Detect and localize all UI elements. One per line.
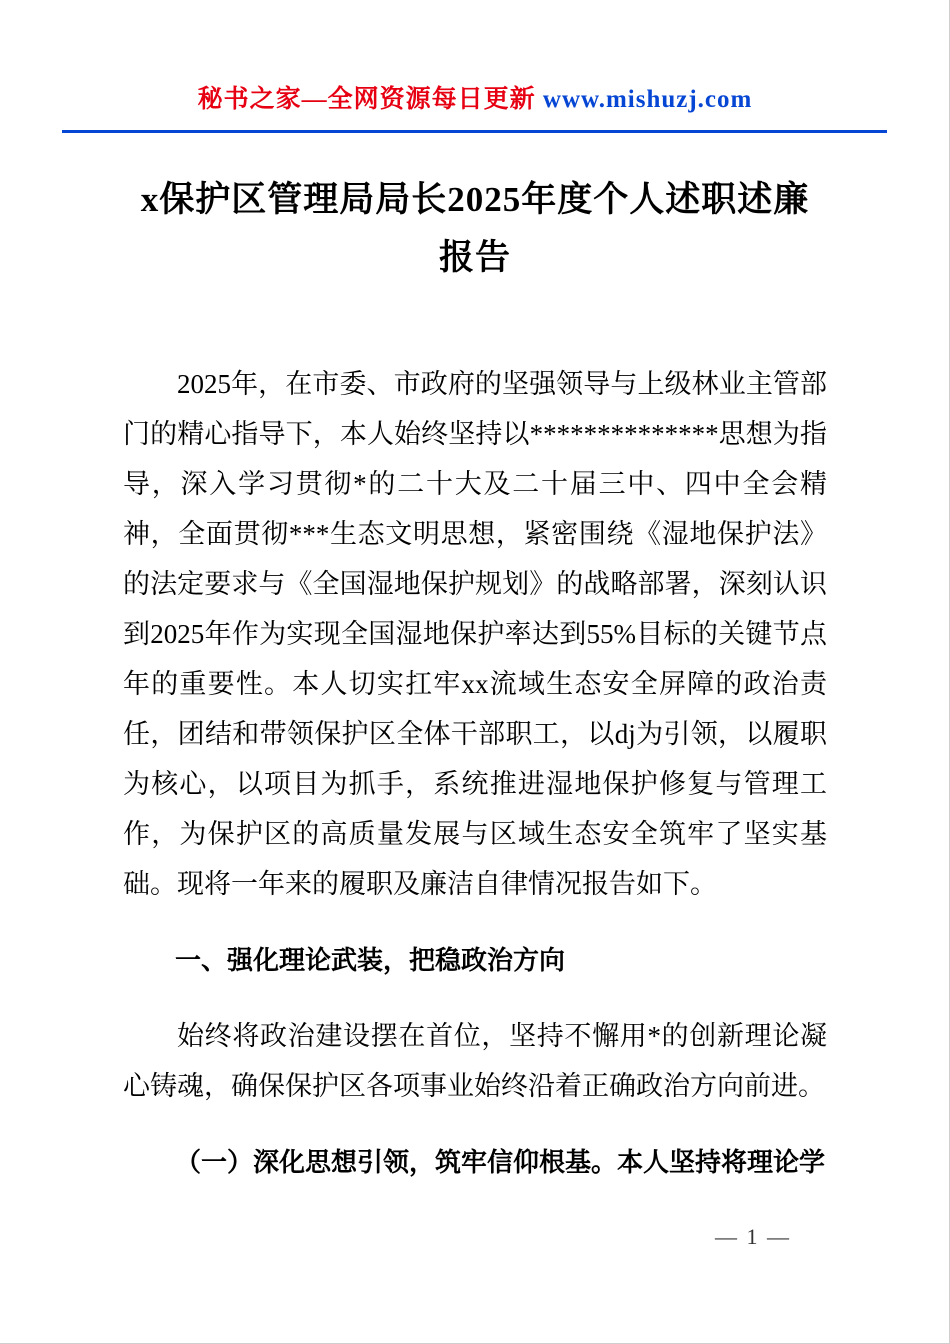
section-heading-1: 一、强化理论武装，把稳政治方向	[175, 945, 566, 975]
header-divider	[62, 130, 887, 133]
page-footer	[715, 1224, 791, 1250]
page-number: — 1 —	[715, 1224, 791, 1249]
title-line-2: 报告	[438, 238, 511, 277]
site-name: 秘书之家	[197, 86, 302, 113]
document-title	[123, 171, 827, 287]
site-tagline: —全网资源每日更新	[301, 86, 543, 113]
site-header	[123, 84, 827, 115]
paragraph-intro: 2025年，在市委、市政府的坚强领导与上级林业主管部门的精心指导下，本人始终坚持以**************思想为指导，深入学习贯彻*的二十大及二十届三中、四中全会精神，全面贯彻***生态文明思想，紧密围绕《湿地保护法》的法定要求与《全国湿地保护规划》的战略部署，深刻认识到2025年作为实现全国湿地保护率达到55%目标的关键节点年的重要性。本人切实扛牢xx流域生态安全屏障的政治责任，团结和带领保护区全体干部职工，以dj为引领，以履职为核心，以项目为抓手，系统推进湿地保护修复与管理工作，为保护区的高质量发展与区域生态安全筑牢了坚实基础。现将一年来的履职及廉洁自律情况报告如下。	[123, 369, 827, 899]
title-line-1: x保护区管理局局长2025年度个人述职述廉	[140, 180, 810, 219]
paragraph-section-body: 始终将政治建设摆在首位，坚持不懈用*的创新理论凝心铸魂，确保保护区各项事业始终沿着正确政治方向前进。	[123, 1021, 827, 1101]
subsection-heading-1: （一）深化思想引领，筑牢信仰根基。本人坚持将理论学	[175, 1147, 826, 1177]
site-url-link[interactable]: www.mishuzj.com	[542, 86, 753, 113]
document-body	[123, 359, 827, 1187]
